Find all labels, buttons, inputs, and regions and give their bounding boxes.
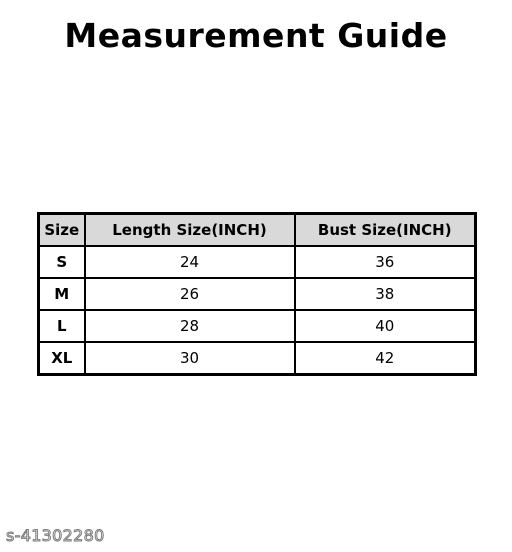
bust-cell: 42 (295, 342, 476, 375)
column-header-bust: Bust Size(INCH) (295, 214, 476, 247)
size-cell: XL (39, 342, 85, 375)
length-cell: 24 (85, 246, 295, 278)
table-row (39, 246, 476, 278)
table-row (39, 342, 476, 375)
size-cell: L (39, 310, 85, 342)
length-cell: 30 (85, 342, 295, 375)
table-row (39, 278, 476, 310)
product-code-watermark: s-41302280 (6, 526, 105, 545)
page-title: Measurement Guide (64, 16, 448, 55)
column-header-length: Length Size(INCH) (85, 214, 295, 247)
bust-cell: 36 (295, 246, 476, 278)
table-header-row (39, 214, 476, 247)
column-header-size: Size (39, 214, 85, 247)
size-cell: S (39, 246, 85, 278)
bust-cell: 40 (295, 310, 476, 342)
table-row (39, 310, 476, 342)
size-cell: M (39, 278, 85, 310)
length-cell: 28 (85, 310, 295, 342)
length-cell: 26 (85, 278, 295, 310)
measurement-table (37, 212, 477, 376)
bust-cell: 38 (295, 278, 476, 310)
